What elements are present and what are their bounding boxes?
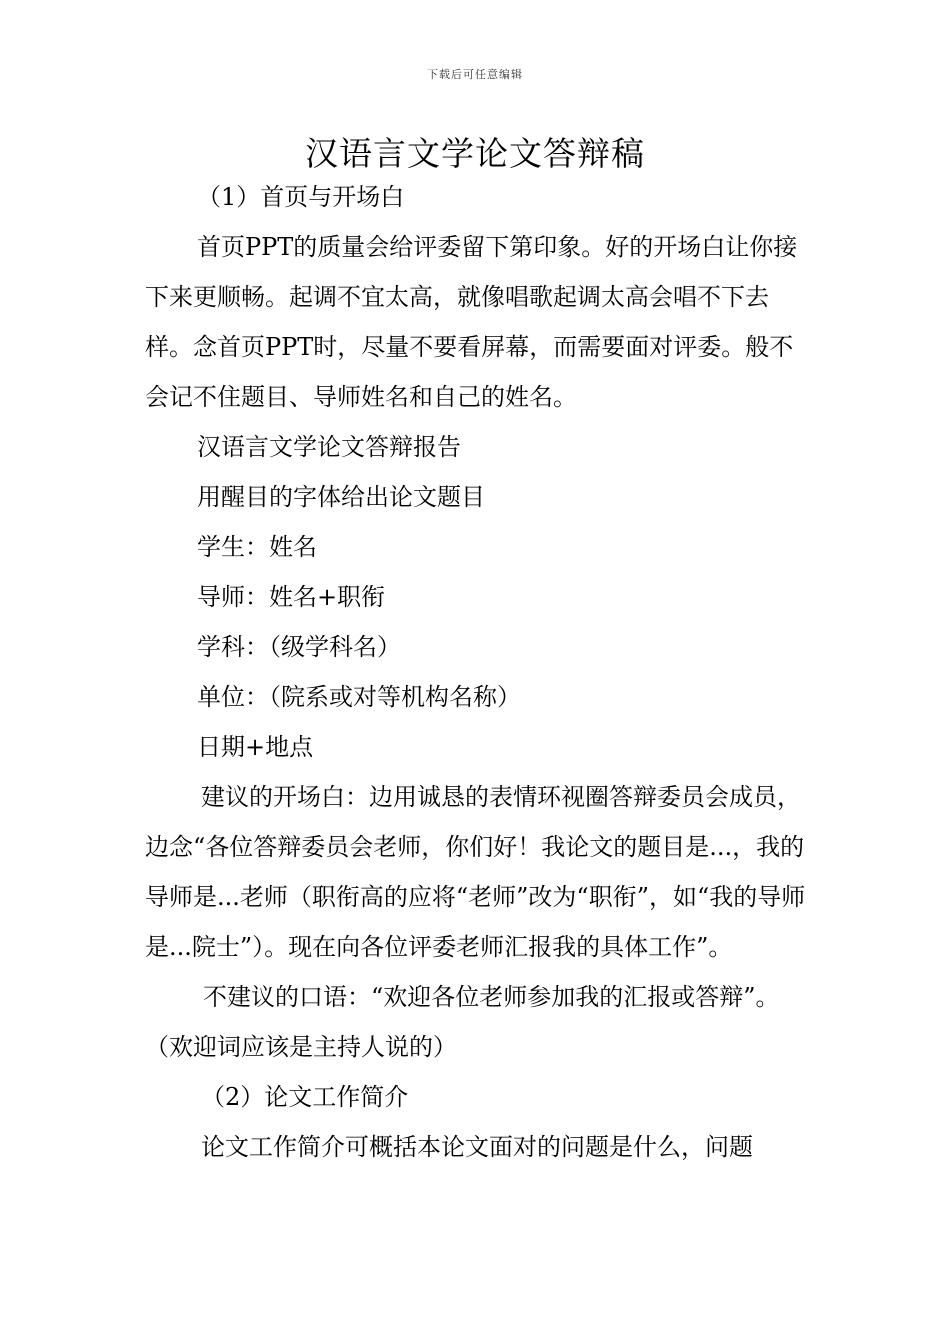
paragraph-suggested-opening: 建议的开场白：边用诚恳的表情环视圈答辩委员会成员，边念“各位答辩委员会老师，你们好！我论文的题目是...，我的导师是...老师（职衔高的应将“老师”改为“职衔”，如“我的导师是...院士”）。现在向各位评委老师汇报我的具体工作”。 <box>145 783 806 961</box>
list-item-thesis-title: 用醒目的字体给出论文题目 <box>197 483 485 511</box>
paragraph-work-intro: 论文工作简介可概括本论文面对的问题是什么，问题 <box>201 1133 753 1161</box>
paragraph-cover-page: 首页PPT的质量会给评委留下第印象。好的开场白让你接下来更顺畅。起调不宜太高，就像唱歌起调太高会唱不下去样。念首页PPT时，尽量不要看屏幕，而需要面对评委。般不会记不住题目、导师姓名和自己的姓名。 <box>145 233 798 411</box>
list-item-date-place: 日期+地点 <box>197 733 314 761</box>
section-heading-1: （1）首页与开场白 <box>197 183 405 211</box>
section-heading-2: （2）论文工作简介 <box>201 1083 409 1111</box>
page-header-note: 下载后可任意编辑 <box>427 68 523 81</box>
list-item-report-title: 汉语言文学论文答辩报告 <box>197 433 461 461</box>
paragraph-not-recommended: 不建议的口语：“欢迎各位老师参加我的汇报或答辩”。（欢迎词应该是主持人说的） <box>145 983 780 1061</box>
list-item-institution: 单位：（院系或对等机构名称） <box>197 683 521 711</box>
document-title: 汉语言文学论文答辩稿 <box>305 134 645 173</box>
document-body <box>145 172 815 1172</box>
list-item-student: 学生：姓名 <box>197 533 317 561</box>
list-item-discipline: 学科：（级学科名） <box>197 633 401 661</box>
list-item-advisor: 导师：姓名+职衔 <box>197 583 386 611</box>
